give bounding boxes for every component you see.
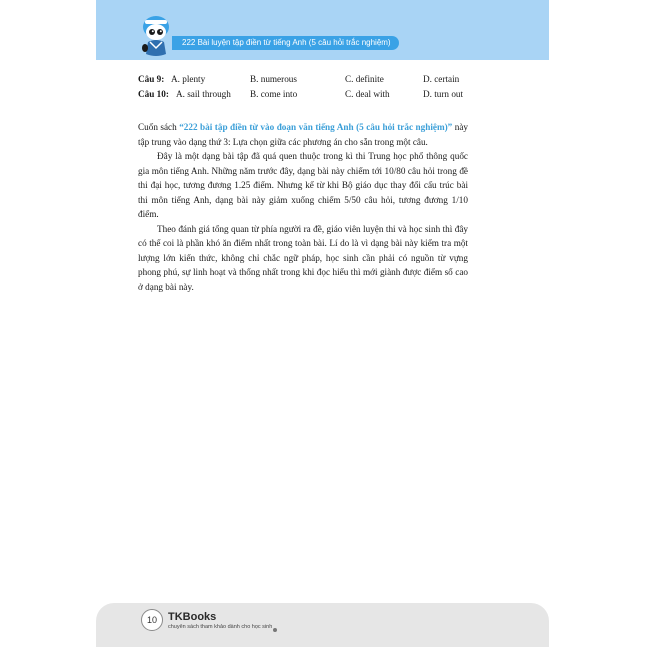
body-paragraph: Đây là một dạng bài tập đã quá quen thuộc trong kì thi Trung học phổ thông quốc gia môn tiếng Anh. Những năm trước đây, dạng bài này chiếm tới 10/80 câu hỏi trong đề thi đại học, tương đương 1.25 điểm. Nhưng kể từ khi Bộ giáo dục thay đổi cấu trúc bài thi môn tiếng Anh, dạng bài này giảm xuống chiếm 5/50 câu hỏi, tương đương 1/10 điểm. xyxy=(138,151,468,219)
option-b: B. come into xyxy=(250,89,298,99)
question-row xyxy=(138,87,468,102)
option-d: D. certain xyxy=(423,74,460,84)
option-c: C. deal with xyxy=(345,89,390,99)
content-area xyxy=(138,72,468,294)
option-b: B. numerous xyxy=(250,74,297,84)
intro-paragraph xyxy=(138,120,468,149)
question-label: Câu 10: xyxy=(138,89,169,99)
mascot-icon xyxy=(136,14,176,58)
book-title: “222 bài tập điền từ vào đoạn văn tiếng Anh (5 câu hỏi trắc nghiệm)” xyxy=(179,122,453,132)
page-number: 10 xyxy=(141,609,163,631)
option-a: A. sail through xyxy=(176,89,231,99)
intro-suffix: này tập trung vào dạng thứ 3: Lựa chọn giữa các phương án cho sẵn trong một câu. xyxy=(138,122,468,147)
brand-name: TKBooks xyxy=(168,611,217,623)
footer-band xyxy=(96,603,549,647)
option-a: A. plenty xyxy=(171,74,206,84)
body-paragraph: Theo đánh giá tổng quan từ phía người ra đề, giáo viên luyện thi và học sinh thì đây có thể coi là phần khó ăn điểm nhất trong toàn bài. Lí do là vì dạng bài này kiểm tra một lượng lớn kiến thức, không chỉ chắc ngữ pháp, học sinh cần phải có nguồn từ vựng phong phú, sự linh hoạt và thống nhất trong khi đọc hiểu thì mới giành được điểm số cao ở dạng bài này. xyxy=(138,223,468,292)
option-d: D. turn out xyxy=(423,89,464,99)
question-label: Câu 9: xyxy=(138,74,165,84)
header-title: 222 Bài luyện tập điền từ tiếng Anh (5 câu hỏi trắc nghiệm) xyxy=(172,36,399,50)
dot-icon xyxy=(273,628,277,632)
intro-prefix: Cuốn sách xyxy=(138,122,180,132)
question-row xyxy=(138,72,468,87)
option-c: C. definite xyxy=(345,74,384,84)
brand-tagline: chuyên sách tham khảo dành cho học sinh xyxy=(168,624,273,630)
